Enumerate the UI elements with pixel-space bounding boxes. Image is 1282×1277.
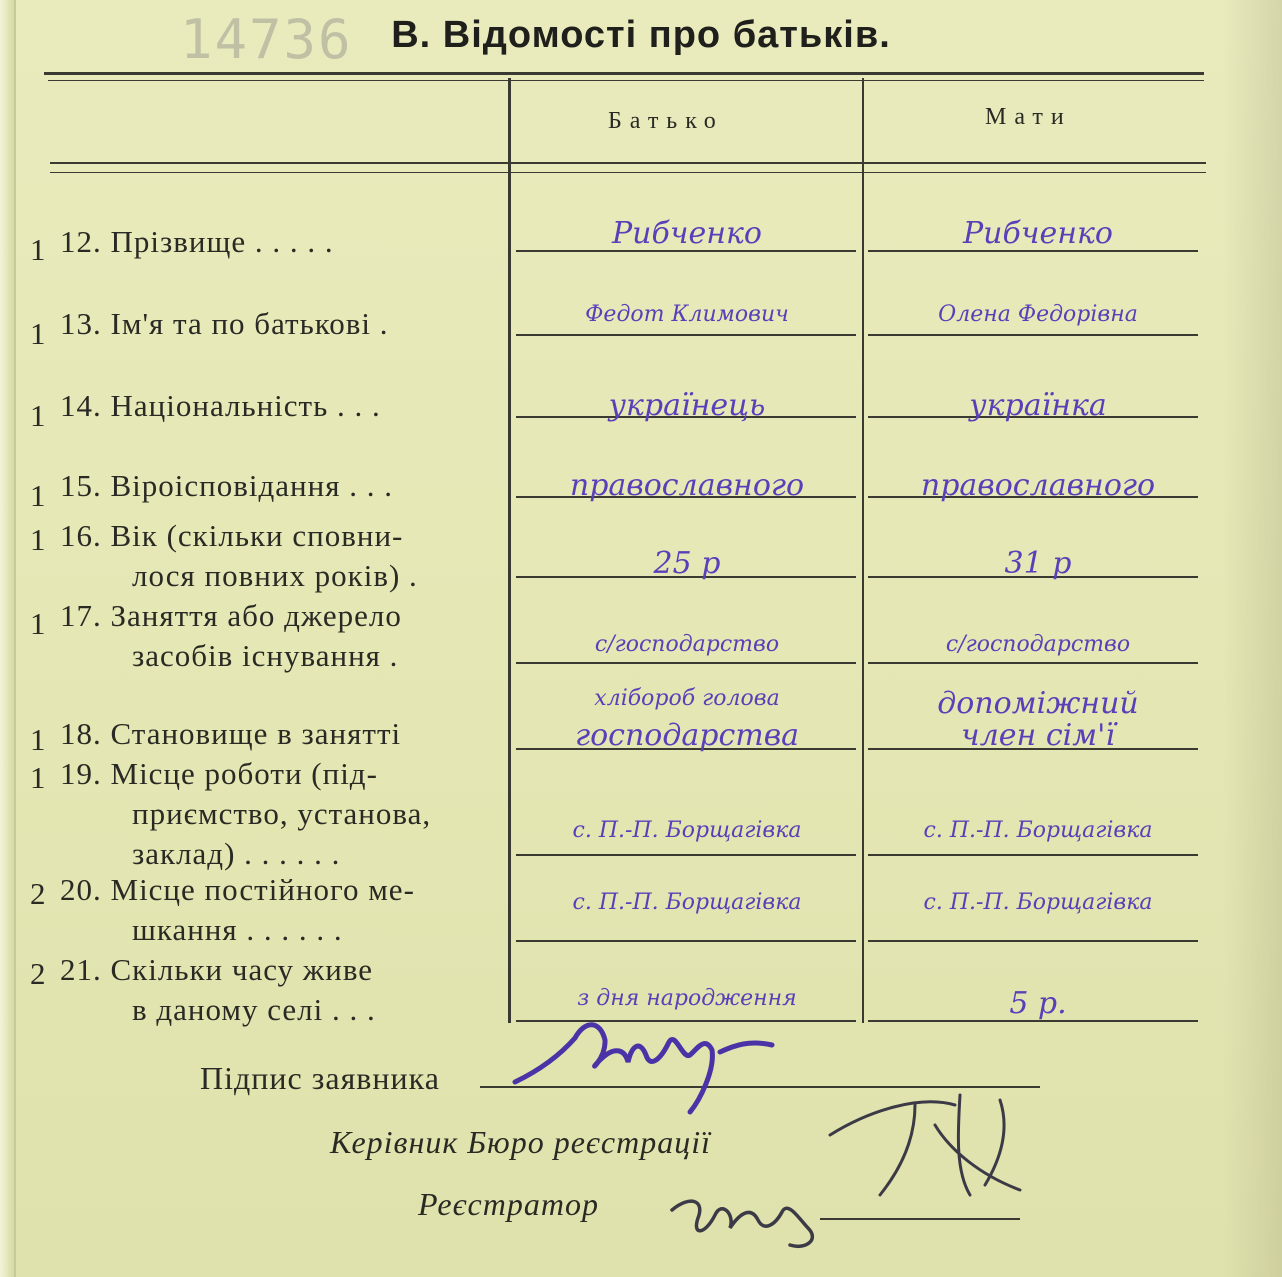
- row-mark: 2: [30, 956, 46, 991]
- page-shadow: [1222, 0, 1282, 1277]
- header-rule: [50, 162, 1206, 164]
- row-label: 17. Заняття або джерело: [60, 598, 402, 633]
- row-label: 19. Місце роботи (під-: [60, 756, 378, 791]
- mother-value: с. П.-П. Борщагівка: [923, 818, 1153, 843]
- row-label: 18. Становище в занятті: [60, 716, 402, 751]
- value-underline: [868, 662, 1198, 664]
- row-mark: 1: [30, 232, 46, 267]
- row-label: заклад) . . . . . .: [132, 836, 341, 871]
- father-value: хлібороб голова: [594, 686, 780, 711]
- father-value: с/господарство: [594, 632, 780, 657]
- top-rule-thin: [48, 80, 1204, 81]
- mother-value: Олена Федорівна: [938, 302, 1138, 327]
- header-mother: Мати: [985, 104, 1072, 130]
- archive-number: 14736: [180, 8, 353, 71]
- row-mark: 1: [30, 522, 46, 557]
- row-mark: 1: [30, 398, 46, 433]
- father-value: Федот Климович: [585, 302, 789, 327]
- registrar-signature-line: [820, 1218, 1020, 1220]
- row-label: 15. Віроісповідання . . .: [60, 468, 393, 503]
- father-value: 25 р: [653, 546, 721, 581]
- mother-value: с. П.-П. Борщагівка: [923, 890, 1153, 915]
- row-label: приємство, установа,: [132, 796, 432, 831]
- row-mark: 1: [30, 606, 46, 641]
- value-underline: [516, 334, 856, 336]
- value-underline: [516, 854, 856, 856]
- row-label: в даному селі . . .: [132, 992, 376, 1027]
- row-label: 16. Вік (скільки сповни-: [60, 518, 404, 553]
- row-mark: 1: [30, 478, 46, 513]
- row-label: 12. Прізвище . . . . .: [60, 224, 334, 259]
- registrar-signature: [672, 1201, 812, 1246]
- row-mark: 1: [30, 316, 46, 351]
- value-underline: [868, 854, 1198, 856]
- row-label: 20. Місце постійного ме-: [60, 872, 415, 907]
- mother-value: 31 р: [1004, 546, 1072, 581]
- value-underline: [868, 334, 1198, 336]
- father-value: с. П.-П. Борщагівка: [572, 890, 802, 915]
- row-label: 14. Національність . . .: [60, 388, 381, 423]
- mother-value: українка: [969, 388, 1107, 423]
- row-mark: 2: [30, 876, 46, 911]
- top-rule: [44, 72, 1204, 75]
- row-mark: 1: [30, 760, 46, 795]
- applicant-signature-line: [480, 1086, 1040, 1088]
- father-value: с. П.-П. Борщагівка: [572, 818, 802, 843]
- row-label: 13. Ім'я та по батькові .: [60, 306, 389, 341]
- father-value: з дня народження: [577, 986, 797, 1011]
- registrar-label: Реєстратор: [418, 1186, 599, 1222]
- col-divider-2: [862, 78, 864, 1023]
- value-underline: [516, 662, 856, 664]
- value-underline: [516, 940, 856, 942]
- row-mark: 1: [30, 722, 46, 757]
- header-father: Батько: [608, 108, 724, 134]
- applicant-signature-label: Підпис заявника: [200, 1060, 440, 1096]
- row-label: шкання . . . . . .: [132, 912, 343, 947]
- mother-value: допомiжний: [937, 686, 1139, 721]
- page-edge: [0, 0, 16, 1277]
- father-value: українець: [608, 388, 766, 423]
- page-title: В. Відомості про батьків.: [391, 14, 891, 56]
- value-underline: [868, 940, 1198, 942]
- mother-value: православного: [920, 468, 1156, 503]
- row-label: засобів існування .: [132, 638, 399, 673]
- mother-value: 5 р.: [1009, 986, 1067, 1021]
- row-label: 21. Скільки часу живе: [60, 952, 374, 987]
- mother-value: член сім'ї: [961, 718, 1115, 753]
- applicant-signature: [515, 1025, 772, 1112]
- value-underline: [516, 1020, 856, 1022]
- mother-value: с/господарство: [945, 632, 1131, 657]
- row-label: лося повних років) .: [132, 558, 418, 593]
- father-value: господарства: [574, 718, 800, 753]
- father-value: православного: [569, 468, 805, 503]
- col-divider-1: [508, 78, 511, 1023]
- bureau-head-label: Керівник Бюро реєстрації: [330, 1124, 711, 1160]
- bureau-head-signature: [830, 1095, 1020, 1195]
- header-rule-thin: [50, 172, 1206, 173]
- father-value: Рибченко: [612, 216, 762, 251]
- mother-value: Рибченко: [963, 216, 1113, 251]
